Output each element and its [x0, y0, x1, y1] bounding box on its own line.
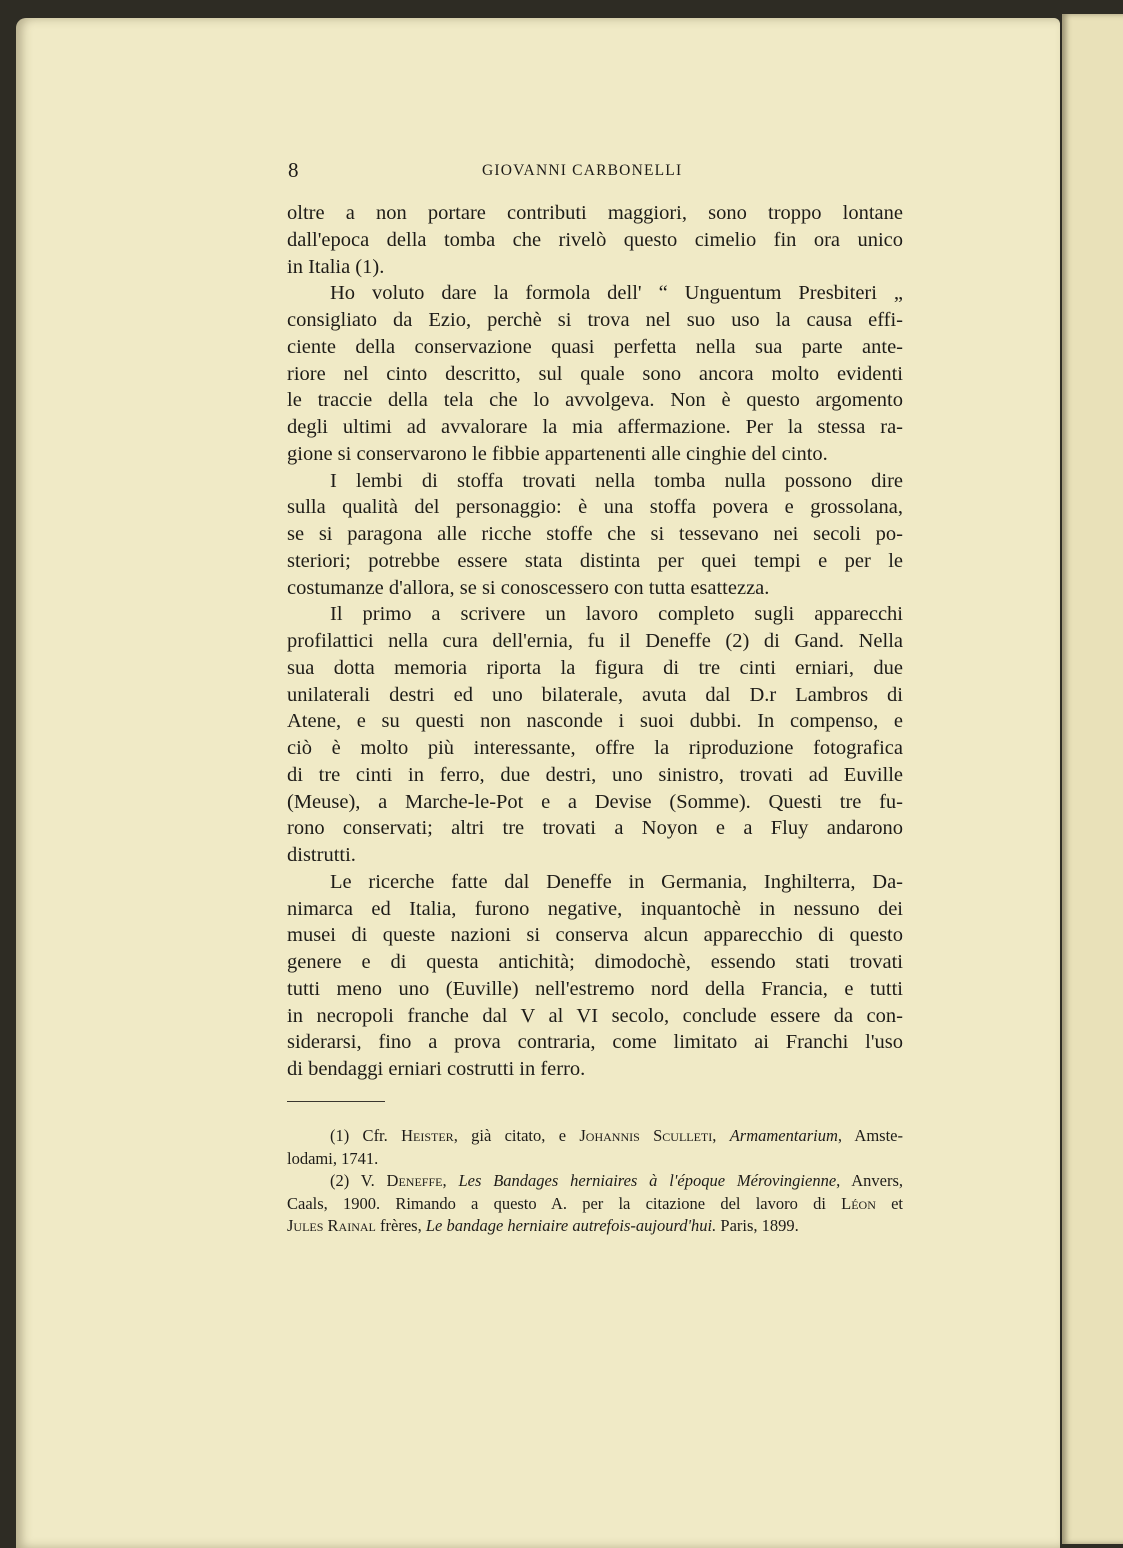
text-line: gione si conservarono le fibbie appartenenti alle cinghie del cinto. — [287, 442, 828, 465]
text-line: di tre cinti in ferro, due destri, uno sinistro, trovati ad Euville — [287, 763, 903, 786]
text-line: unilaterali destri ed uno bilaterale, avuta dal D.r Lambros di — [287, 683, 903, 706]
footnote-text: Armamentarium — [729, 1126, 838, 1145]
text-line: sua dotta memoria riporta la figura di tre cinti erniari, due — [287, 656, 903, 679]
footnote-text: Léon — [841, 1193, 876, 1213]
paragraph — [287, 280, 903, 467]
paragraph — [287, 468, 903, 602]
text-line: oltre a non portare contributi maggiori, sono troppo lontane — [287, 202, 903, 224]
footnote-text: , — [442, 1171, 459, 1190]
text-line: in Italia (1). — [287, 255, 385, 278]
paragraph — [287, 869, 903, 1083]
text-line: profilattici nella cura dell'ernia, fu il Deneffe (2) di Gand. Nella — [287, 630, 903, 652]
footnote-text: Caals, 1900. Rimando a questo A. per la citazione del lavoro di — [287, 1193, 842, 1213]
footnote-text: et — [875, 1193, 903, 1213]
paragraph — [287, 601, 903, 869]
running-title: GIOVANNI CARBONELLI — [482, 162, 683, 179]
footnote — [287, 1170, 903, 1238]
text-line: sulla qualità del personaggio: è una stoffa povera e grossolana, — [287, 496, 903, 519]
text-line: consigliato da Ezio, perchè si trova nel suo uso la causa effi- — [287, 309, 903, 331]
text-line: I lembi di stoffa trovati nella tomba nulla possono dire — [330, 469, 903, 492]
footnote-text: , già citato, e — [453, 1126, 580, 1145]
footnote-text: frères, — [375, 1216, 426, 1235]
footnote-text: , Amste- — [837, 1126, 903, 1145]
text-line: siderarsi, fino a prova contraria, come limitato ai Franchi l'uso — [287, 1031, 903, 1054]
text-line: genere e di questa antichità; dimodochè, essendo stati trovati — [287, 951, 903, 973]
footnote-line — [287, 1125, 903, 1148]
footnote-text: lodami, 1741. — [287, 1148, 379, 1168]
text-line: degli ultimi ad avvalorare la mia affermazione. Per la stessa ra- — [287, 416, 903, 438]
next-page-edge — [1062, 14, 1123, 1544]
footnote-text: Paris, 1899. — [716, 1216, 799, 1235]
footnote-text: Les Bandages herniaires à l'époque Mérovingienne — [458, 1171, 837, 1190]
footnote-text: (1) Cfr. — [330, 1126, 402, 1145]
footnote-text: , — [712, 1126, 730, 1145]
text-line: di bendaggi erniari costrutti in ferro. — [287, 1058, 586, 1080]
footnote-text: Johannis Sculleti — [579, 1126, 713, 1145]
text-line: (Meuse), a Marche-le-Pot e a Devise (Somme). Questi tre fu- — [287, 790, 903, 813]
text-line: tutti meno uno (Euville) nell'estremo nord della Francia, e tutti — [287, 977, 903, 1000]
text-line: steriori; potrebbe essere stata distinta per quei tempi e per le — [287, 549, 903, 572]
footnote-line — [287, 1148, 903, 1171]
footnote-text: (2) V. — [330, 1171, 387, 1190]
text-line: Ho voluto dare la formola dell' “ Unguentum Presbiteri „ — [330, 282, 903, 305]
footnote-text: Deneffe — [386, 1171, 443, 1190]
footnote-text: Le bandage herniaire autrefois-aujourd'hui. — [425, 1216, 717, 1235]
text-line: ciente della conservazione quasi perfetta nella sua parte ante- — [287, 335, 903, 358]
text-line: in necropoli franche dal V al VI secolo, conclude essere da con- — [287, 1004, 903, 1027]
footnotes — [287, 1125, 903, 1238]
footnote-text: Heister — [401, 1126, 454, 1145]
text-line: Le ricerche fatte dal Deneffe in Germania, Inghilterra, Da- — [330, 870, 903, 893]
text-line: dall'epoca della tomba che rivelò questo cimelio fin ora unico — [287, 228, 903, 251]
text-line: ciò è molto più interessante, offre la riproduzione fotografica — [287, 737, 903, 759]
footnote-text: Jules Rainal — [287, 1216, 376, 1235]
footnote-line — [287, 1170, 903, 1193]
footnote — [287, 1125, 903, 1170]
page-number: 8 — [288, 158, 299, 182]
text-line: riore nel cinto descritto, sul quale sono ancora molto evidenti — [287, 362, 903, 385]
text-line: nimarca ed Italia, furono negative, inquantochè in nessuno dei — [287, 897, 903, 920]
paragraph — [287, 200, 903, 280]
body-text — [287, 200, 903, 1083]
text-line: rono conservati; altri tre trovati a Noyon e a Fluy andarono — [287, 817, 903, 840]
text-line: Atene, e su questi non nasconde i suoi dubbi. In compenso, e — [287, 710, 903, 733]
footnote-rule — [287, 1101, 385, 1102]
text-line: costumanze d'allora, se si conoscessero con tutta esattezza. — [287, 576, 770, 599]
footnote-text: , Anvers, — [836, 1171, 903, 1190]
text-line: se si paragona alle ricche stoffe che si tessevano nei secoli po- — [287, 523, 903, 545]
text-line: le traccie della tela che lo avvolgeva. Non è questo argomento — [287, 389, 903, 412]
text-line: musei di queste nazioni si conserva alcun apparecchio di questo — [287, 924, 903, 947]
footnote-line — [287, 1215, 903, 1238]
text-line: distrutti. — [287, 844, 356, 866]
text-line: Il primo a scrivere un lavoro completo sugli apparecchi — [330, 603, 903, 626]
footnote-line — [287, 1193, 903, 1216]
